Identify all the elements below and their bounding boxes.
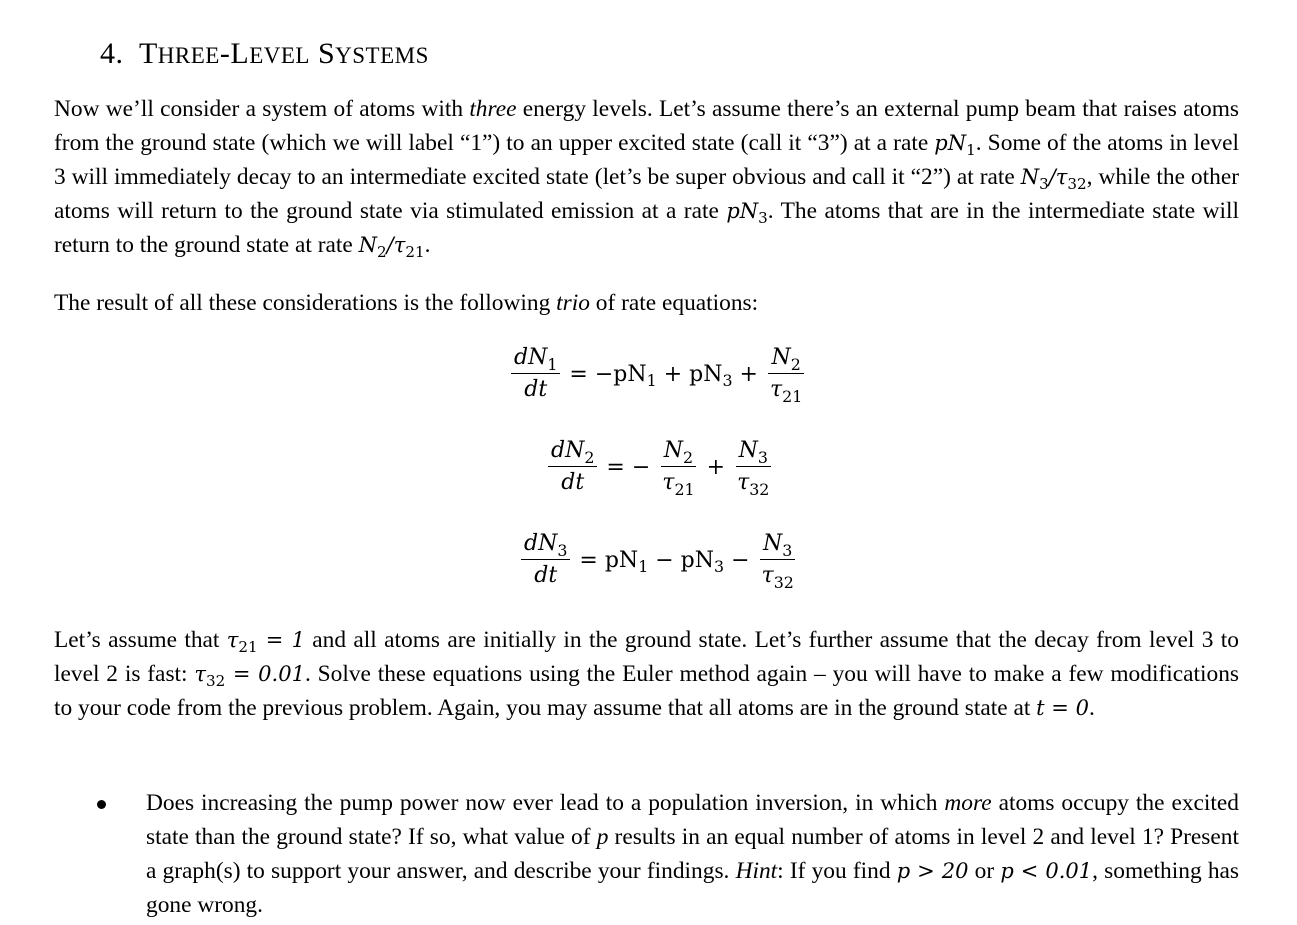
math-t-eq: t = 0 <box>1036 696 1089 720</box>
eq2-lhs: $\frac{dN_2}{dt}$ <box>548 438 597 496</box>
math-N2-over-tau21: $N_2/\tau_{21}$ <box>358 233 425 262</box>
section-title: THREE-LEVEL SYSTEMS <box>138 37 429 70</box>
rate-equation-2: $\frac{dN_2}{dt}$ = − $\frac{N_2}{\tau_{21}}$ + $\frac{N_3}{\tau_{32}}$ <box>545 438 775 496</box>
section-number: 4. <box>100 37 124 70</box>
math-N3-over-tau32: $N_3/\tau_{32}$ <box>1020 165 1087 194</box>
bullet-icon <box>97 800 106 809</box>
math-p-lt-001: p < 0.01 <box>1000 859 1093 883</box>
result-paragraph: The result of all these considerations is the following trio of rate equations: <box>54 290 759 316</box>
math-p-gt-20: p > 20 <box>896 859 969 883</box>
eq2-term2: $\frac{N_3}{\tau_{32}}$ <box>737 438 770 499</box>
eq1-lhs: $\frac{dN_1}{dt}$ <box>511 345 560 403</box>
eq3-lhs: $\frac{dN_3}{dt}$ <box>521 531 570 589</box>
intro-paragraph: Now we’ll consider a system of atoms with three energy levels. Let’s assume there’s an external pump beam that raises atoms from the ground state (which we will label “1”) to an upper excited state (call it “3”) at a rate $pN_1$. Some of the atoms in level 3 will immediately decay to an intermediate excited state (let’s be super obvious and call it “2”) at rate $N_3/\tau_{32}$, while the other atoms will return to the ground state via stimulated emission at a rate $pN_3$. The atoms that are in the intermediate state will return to the ground state at rate $N_2/\tau_{21}$. <box>54 96 1239 262</box>
eq2-term1: $\frac{N_2}{\tau_{21}}$ <box>662 438 695 499</box>
question-bullet: Does increasing the pump power now ever lead to a population inversion, in which more atoms occupy the excited state than the ground state? If so, what value of p results in an equal number of atoms in level 2 and level 1? Present a graph(s) to support your answer, and describe your findings. Hint: If you find p > 20 or p < 0.01, something has gone wrong. <box>146 790 1239 918</box>
section-heading <box>100 37 429 71</box>
assumptions-paragraph: Let’s assume that $\tau_{21} = 1$ and all atoms are initially in the ground state. Let’s further assume that the decay from level 3 to level 2 is fast: $\tau_{32} = 0.01$. Solve these equations using the Euler method again – you will have to make a few modifications to your code from the previous problem. Again, you may assume that all atoms are in the ground state at t = 0. <box>54 627 1240 721</box>
math-tau32-eq: $\tau_{32} = 0.01$ <box>194 662 305 691</box>
math-pN1: $pN_1$ <box>934 131 976 160</box>
math-tau21-eq: $\tau_{21} = 1$ <box>226 628 305 657</box>
math-pN3: $pN_3$ <box>726 199 768 228</box>
eq1-rhs: $\frac{N_2}{\tau_{21}}$ <box>769 345 803 406</box>
rate-equation-3: $\frac{dN_3}{dt}$ = $pN_1 - pN_3$ − $\frac{N_3}{\tau_{32}}$ <box>518 531 800 589</box>
rate-equation-1: $\frac{dN_1}{dt}$ = $-pN_1 + pN_3$ + $\frac{N_2}{\tau_{21}}$ <box>508 345 808 403</box>
eq3-rhs: $\frac{N_3}{\tau_{32}}$ <box>761 531 794 592</box>
